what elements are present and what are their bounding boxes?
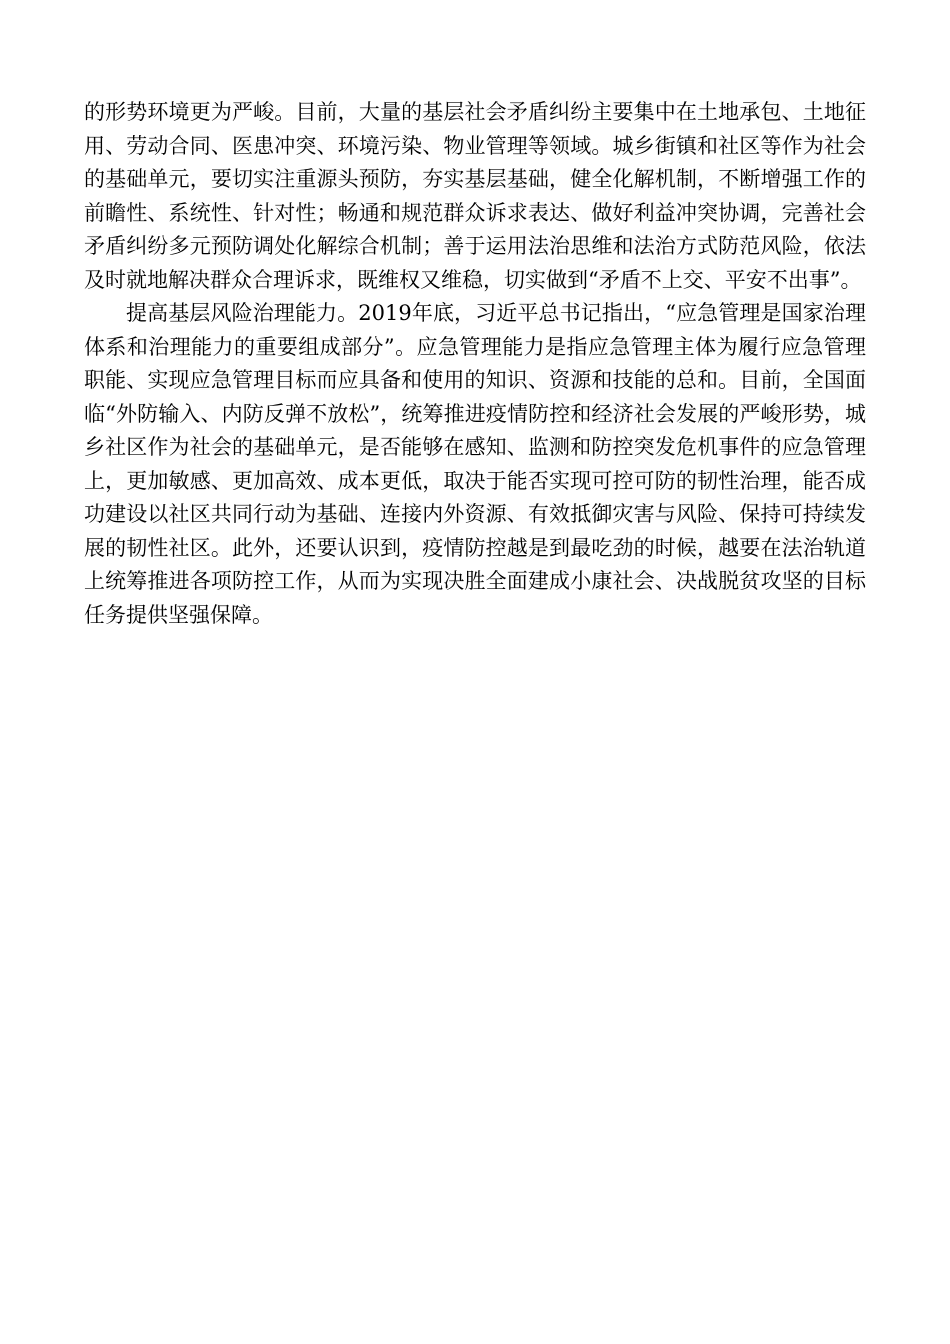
document-body bbox=[84, 96, 866, 632]
paragraph-continuation: 的形势环境更为严峻。目前，大量的基层社会矛盾纠纷主要集中在土地承包、土地征用、劳动合同、医患冲突、环境污染、物业管理等领域。城乡街镇和社区等作为社会的基础单元，要切实注重源头预防，夯实基层基础，健全化解机制，不断增强工作的前瞻性、系统性、针对性；畅通和规范群众诉求表达、做好利益冲突协调，完善社会矛盾纠纷多元预防调处化解综合机制；善于运用法治思维和法治方式防范风险，依法及时就地解决群众合理诉求，既维权又维稳，切实做到“矛盾不上交、平安不出事”。 bbox=[84, 100, 866, 292]
paragraph-risk-governance: 提高基层风险治理能力。2019年底，习近平总书记指出，“应急管理是国家治理体系和治理能力的重要组成部分”。应急管理能力是指应急管理主体为履行应急管理职能、实现应急管理目标而应具备和使用的知识、资源和技能的总和。目前，全国面临“外防输入、内防反弹不放松”，统筹推进疫情防控和经济社会发展的严峻形势，城乡社区作为社会的基础单元，是否能够在感知、监测和防控突发危机事件的应急管理上，更加敏感、更加高效、成本更低，取决于能否实现可控可防的韧性治理，能否成功建设以社区共同行动为基础、连接内外资源、有效抵御灾害与风险、保持可持续发展的韧性社区。此外，还要认识到，疫情防控越是到最吃劲的时候，越要在法治轨道上统筹推进各项防控工作，从而为实现决胜全面建成小康社会、决战脱贫攻坚的目标任务提供坚强保障。 bbox=[84, 301, 866, 627]
